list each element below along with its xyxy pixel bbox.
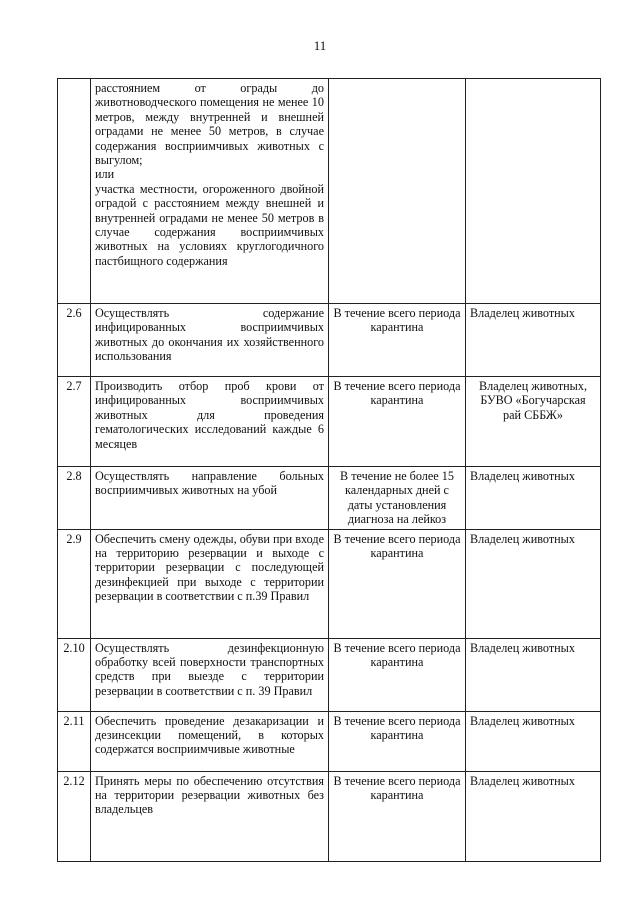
responsible-cell: [466, 79, 601, 304]
table-row: [58, 711, 601, 771]
row-number: 2.9: [58, 529, 91, 638]
term-cell: В течение всего периода карантина: [329, 377, 466, 467]
action-cell: расстоянием от ограды до животноводческого помещения не менее 10 метров, между внутренней и внешней оградами не менее 50 метров, в случае содержания восприимчивых животных с выгулом; или участка местности, огороженного двойной оградой с расстоянием между внешней и внутренней оградами не менее 50 метров в случае содержания восприимчивых животных на условиях круглогодичного пастбищного содержания: [91, 79, 329, 304]
action-cell: Обеспечить смену одежды, обуви при входе на территорию резервации и выходе с территории резервации с последующей дезинфекцией при выходе с территории резервации в соответствии с п.39 Правил: [91, 529, 329, 638]
term-cell: В течение не более 15 календарных дней с даты установления диагноза на лейкоз: [329, 467, 466, 530]
responsible-cell: Владелец животных: [466, 638, 601, 711]
term-cell: [329, 79, 466, 304]
page-number: 11: [313, 38, 327, 53]
table-row: [58, 467, 601, 530]
action-cell: Обеспечить проведение дезакаризации и дезинсекции помещений, в которых содержатся восприимчивые животные: [91, 711, 329, 771]
row-number: 2.8: [58, 467, 91, 530]
responsible-cell: Владелец животных: [466, 711, 601, 771]
table-row: [58, 638, 601, 711]
responsible-cell: Владелец животных: [466, 304, 601, 377]
table-row: [58, 529, 601, 638]
action-cell: Осуществлять направление больных восприимчивых животных на убой: [91, 467, 329, 530]
table-row: [58, 304, 601, 377]
action-cell: Осуществлять дезинфекционную обработку всей поверхности транспортных средств при выезде с территории резервации в соответствии с п. 39 Правил: [91, 638, 329, 711]
row-number: 2.6: [58, 304, 91, 377]
responsible-cell: Владелец животных: [466, 529, 601, 638]
responsible-cell: Владелец животных: [466, 771, 601, 861]
term-cell: В течение всего периода карантина: [329, 638, 466, 711]
row-number: 2.11: [58, 711, 91, 771]
row-number: 2.7: [58, 377, 91, 467]
term-cell: В течение всего периода карантина: [329, 529, 466, 638]
action-cell: Производить отбор проб крови от инфицированных восприимчивых животных для проведения гематологических исследований каждые 6 месяцев: [91, 377, 329, 467]
table-row: [58, 771, 601, 861]
responsible-cell: Владелец животных, БУВО «Богучарская рай СББЖ»: [466, 377, 601, 467]
term-cell: В течение всего периода карантина: [329, 711, 466, 771]
row-number: 2.12: [58, 771, 91, 861]
action-cell: Осуществлять содержание инфицированных восприимчивых животных до окончания их хозяйственного использования: [91, 304, 329, 377]
table-row: [58, 377, 601, 467]
action-cell: Принять меры по обеспечению отсутствия на территории резервации животных без владельцев: [91, 771, 329, 861]
measures-table: [57, 78, 601, 862]
row-number: [58, 79, 91, 304]
term-cell: В течение всего периода карантина: [329, 304, 466, 377]
table-row: [58, 79, 601, 304]
term-cell: В течение всего периода карантина: [329, 771, 466, 861]
responsible-cell: Владелец животных: [466, 467, 601, 530]
row-number: 2.10: [58, 638, 91, 711]
